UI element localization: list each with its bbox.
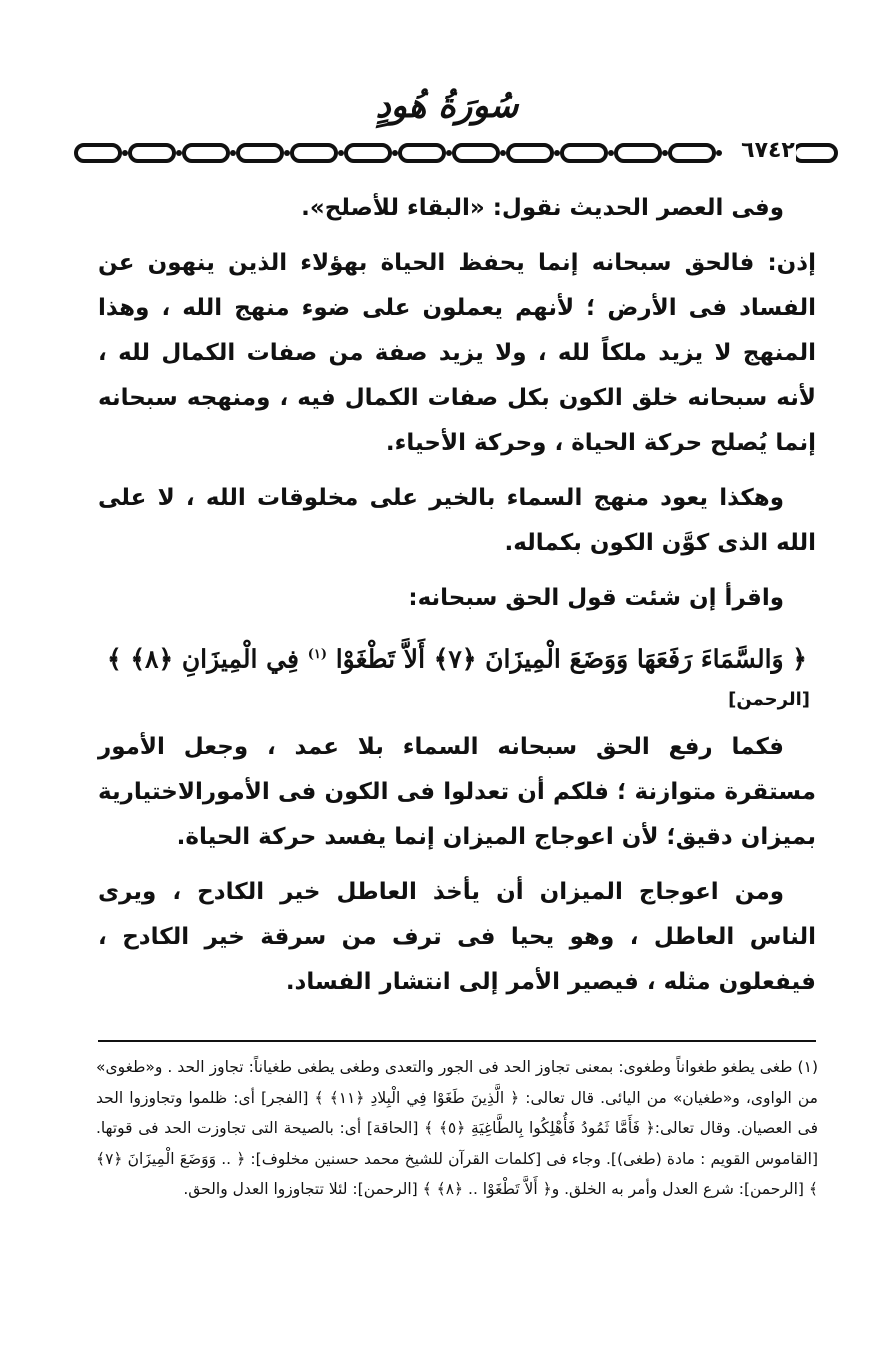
paragraph: إذن: فالحق سبحانه إنما يحفظ الحياة بهؤلاء الذين ينهون عن الفساد فى الأرض ؛ لأنهم يعملون على ضوء منهج الله ، وهذا المنهج لا يزيد ملكاً لله ، ولا يزيد صفة من صفات الكمال لله ، لأنه سبحانه خلق الكون بكل صفات الكمال فيه ، ومنهجه سبحانه إنما يُصلح حركة الحياة ، وحركة الأحياء.: [98, 250, 816, 456]
quran-verse: [98, 631, 816, 683]
paragraph: ومن اعوجاج الميزان أن يأخذ العاطل خير الكادح ، ويرى الناس العاطل ، وهو يحيا فى ترف من سرقة خير الكادح ، فيفعلون مثله ، فيصير الأمر إلى انتشار الفساد.: [98, 879, 816, 996]
paragraph: وهكذا يعود منهج السماء بالخير على مخلوقات الله ، لا على الله الذى كوَّن الكون بكماله.: [98, 485, 816, 556]
page-number: ٦٧٤٢: [741, 138, 795, 163]
verse-part: فِي الْمِيزَانِ ﴿٨﴾ ﴾: [107, 644, 299, 674]
paragraph: واقرأ إن شئت قول الحق سبحانه:: [408, 585, 784, 611]
paragraph: وفى العصر الحديث نقول: «البقاء للأصلح».: [301, 195, 784, 221]
verse-part: ﴿ وَالسَّمَاءَ رَفَعَهَا وَوَضَعَ الْمِيزَانَ ﴿٧﴾ أَلاَّ تَطْغَوْا: [335, 644, 807, 674]
verse-reference: [الرحمن]: [728, 689, 810, 711]
footnote: (١) طغى يطغو طغواناً وطغوى: بمعنى تجاوز الحد فى الجور والتعدى وطغى يطغى طغياناً: تجاوز الحد . و«طغوى» من الواوى، و«طغيان» من اليائى. قال تعالى: ﴿ الَّذِينَ طَغَوْا فِي الْبِلادِ ﴿١١﴾ ﴾ [الفجر] أى: ظلموا وتجاوزوا الحد فى العصيان. وقال تعالى:﴿ فَأَمَّا ثَمُودُ فَأُهْلِكُوا بِالطَّاغِيَةِ ﴿٥﴾ ﴾ [الحاقة] أى: بالصيحة التى تجاوزت الحد فى قوتها. [القاموس القويم : مادة (طغى)]. وجاء فى [كلمات القرآن للشيخ محمد حسنين مخلوف]: ﴿ .. وَوَضَعَ الْمِيزَانَ ﴿٧﴾ ﴾ [الرحمن]: شرع العدل وأمر به الخلق. و﴿ أَلاَّ تَطْغَوْا .. ﴿٨﴾ ﴾ [الرحمن]: لئلا تتجاوزوا العدل والحق.: [96, 1058, 818, 1198]
footnote-divider: [98, 1040, 816, 1042]
paragraph: فكما رفع الحق سبحانه السماء بلا عمد ، وجعل الأمور مستقرة متوازنة ؛ فلكم أن تعدلوا فى الكون فى الأمورالاختيارية بميزان دقيق؛ لأن اعوجاج الميزان إنما يفسد حركة الحياة.: [98, 734, 816, 851]
chain-ornament: [72, 140, 840, 166]
ornamental-header-band: [72, 140, 840, 166]
footnote-marker: (١): [307, 647, 327, 662]
main-text: [98, 186, 816, 1015]
surah-title: سُورَةُ هُودٍ: [375, 86, 519, 126]
